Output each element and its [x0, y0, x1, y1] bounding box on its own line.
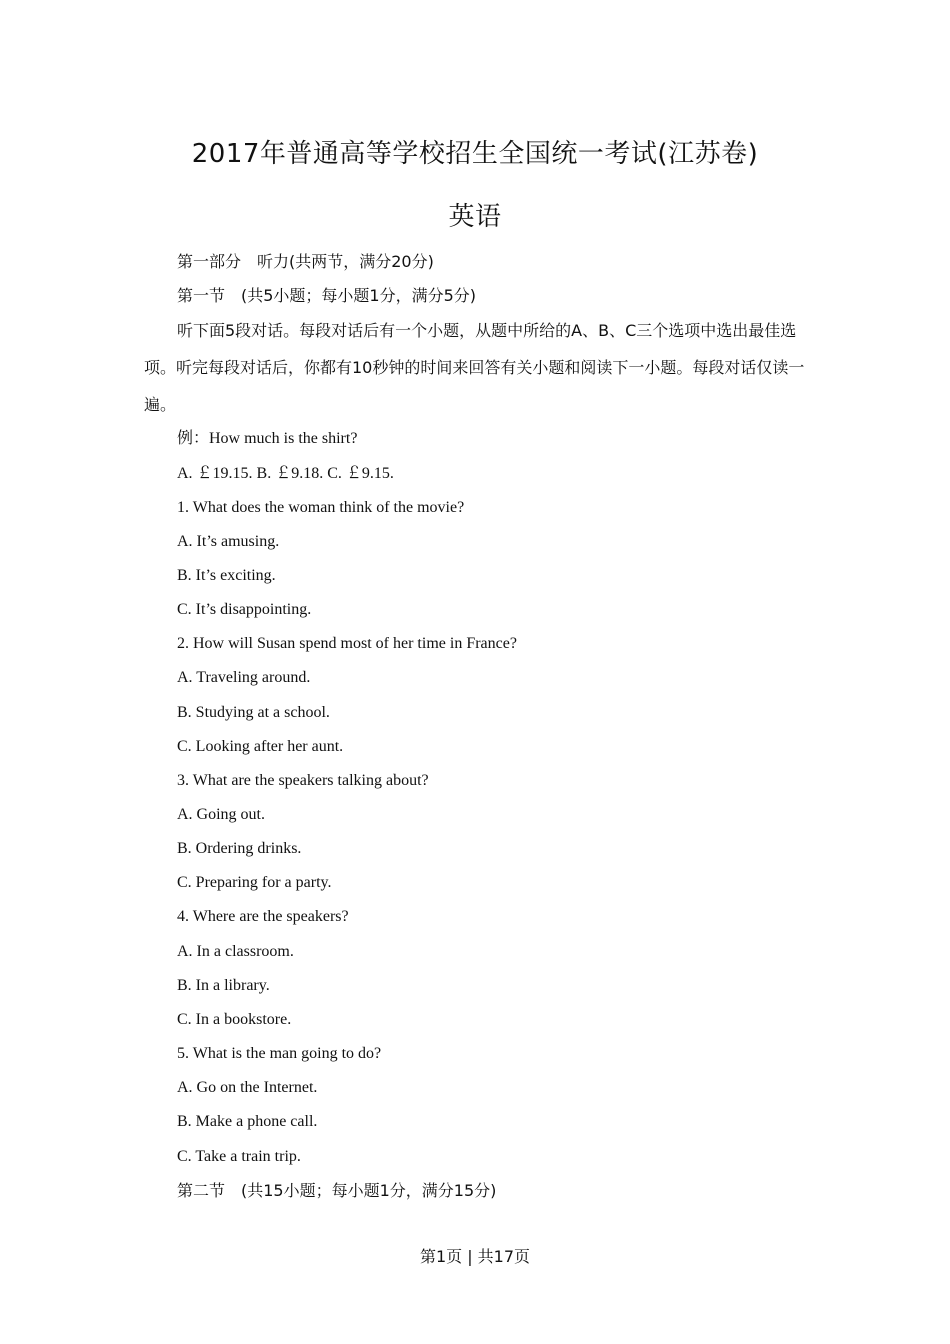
- question-4-option-c: C. In a bookstore.: [177, 1011, 292, 1028]
- question-1-option-a: A. It’s amusing.: [177, 533, 280, 550]
- question-3-stem: 3. What are the speakers talking about?: [177, 772, 429, 789]
- question-5-option-a: A. Go on the Internet.: [177, 1079, 318, 1096]
- question-1-option-c: C. It’s disappointing.: [177, 601, 312, 618]
- page-footer: 第1页 | 共17页: [419, 1247, 531, 1266]
- example-options: A. ￡19.15. B. ￡9.18. C. ￡9.15.: [177, 465, 394, 482]
- exam-title: 2017年普通高等学校招生全国统一考试(江苏卷): [191, 139, 759, 169]
- question-2-option-a: A. Traveling around.: [177, 669, 311, 686]
- instructions-paragraph: 听下面5段对话。每段对话后有一个小题，从题中所给的A、B、C三个选项中选出最佳选项。听完每段对话后，你都有10秒钟的时间来回答有关小题和阅读下一小题。每段对话仅读一遍。: [144, 321, 805, 414]
- question-2-option-b: B. Studying at a school.: [177, 704, 330, 721]
- question-5-option-c: C. Take a train trip.: [177, 1148, 301, 1165]
- question-4-option-b: B. In a library.: [177, 977, 270, 994]
- question-1-stem: 1. What does the woman think of the movie?: [177, 499, 465, 516]
- part1-heading: 第一部分 听力(共两节，满分20分): [177, 252, 434, 271]
- section1-heading: 第一节 (共5小题；每小题1分，满分5分): [177, 286, 477, 305]
- question-5-option-b: B. Make a phone call.: [177, 1113, 318, 1130]
- question-3-option-b: B. Ordering drinks.: [177, 840, 302, 857]
- question-3-option-c: C. Preparing for a party.: [177, 874, 332, 891]
- section2-heading: 第二节 (共15小题；每小题1分，满分15分): [177, 1181, 497, 1200]
- question-4-stem: 4. Where are the speakers?: [177, 908, 349, 925]
- question-4-option-a: A. In a classroom.: [177, 943, 294, 960]
- example-question: 例：How much is the shirt?: [177, 430, 358, 447]
- question-1-option-b: B. It’s exciting.: [177, 567, 276, 584]
- question-5-stem: 5. What is the man going to do?: [177, 1045, 382, 1062]
- subject-title: 英语: [448, 202, 502, 232]
- question-3-option-a: A. Going out.: [177, 806, 265, 823]
- question-2-stem: 2. How will Susan spend most of her time in France?: [177, 635, 517, 652]
- question-2-option-c: C. Looking after her aunt.: [177, 738, 344, 755]
